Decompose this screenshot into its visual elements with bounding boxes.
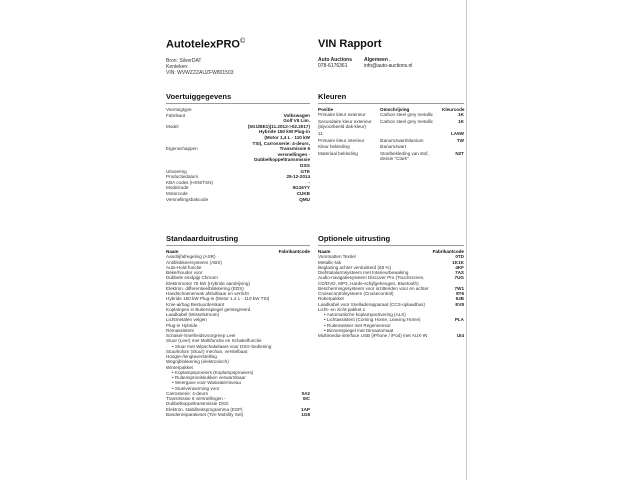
- company-name: Auto Auctions: [318, 57, 352, 63]
- vehicle-row-label: Fabrikant: [166, 112, 186, 118]
- standard-item-name: • Koplampsproeiers (Koplampsproeiers): [166, 370, 276, 375]
- standard-item-name: Aandrijfafregeling (ASR): [166, 254, 216, 260]
- optional-header-code: Fabrikantcode: [432, 249, 464, 254]
- standard-item-name: Bekerhouder voor: [166, 270, 203, 275]
- color-description: Carbon steel grey metallic: [380, 112, 434, 118]
- color-row: [318, 151, 464, 162]
- colors-header-position: Positie: [318, 107, 334, 112]
- standard-item-name: Laadkabel (Wisselstroom): [166, 312, 220, 317]
- standard-item-name: Transmissie 6 versnellingen - Dubbelkoppeltransmissie DSG: [166, 396, 229, 407]
- standard-item-name: Carrosserie: 4-deurs: [166, 390, 208, 396]
- color-row: [318, 144, 464, 149]
- colors-table: [318, 107, 464, 162]
- optional-item-name: Laadkabel voor Snelladerapparaat (CCS-oplaadbus): [318, 301, 425, 307]
- optional-section-title: Optionele uitrusting: [318, 234, 464, 246]
- standard-item-name: Dubbele eindpijp Chroom: [166, 275, 218, 281]
- vehicle-row-value: Dubbelkoppeltransmissie: [254, 157, 310, 163]
- standard-item-name: Antiblokkeersysteem (ABS): [166, 259, 222, 265]
- vehicle-row-value: Hybride 150 kW Plug-in: [258, 129, 310, 135]
- standard-item-name: Handschoenenvak afsluitbaar en verlicht: [166, 291, 249, 296]
- vehicle-section: [166, 92, 310, 202]
- vehicle-row-label: Modelcode: [166, 185, 189, 191]
- standard-item-name: • Stuur met Wipschakelaars voor DSG-bediening: [166, 344, 276, 349]
- optional-item-name: • Binnenspiegel met Dimautomaat: [318, 328, 430, 333]
- vehicle-row-label: KBA codes (HSN/TSN): [166, 179, 213, 185]
- color-description: Carbon steel grey metallic: [380, 119, 434, 124]
- vehicle-row-value: TSI), Carrosserie: 4-deurs,: [252, 140, 310, 146]
- vehicle-row-value: (5G1/BE1)(11.2012->02.2017): [247, 123, 310, 129]
- color-code: [442, 144, 464, 149]
- vehicle-row-label: Model: [166, 123, 179, 129]
- vehicle-section-title: Voertuiggegevens: [166, 92, 310, 104]
- plate-line: Kenteken:: [166, 63, 189, 70]
- contact-info: [318, 57, 478, 70]
- vehicle-row-value: 5G16YY: [292, 185, 310, 191]
- color-code: N2T: [455, 150, 464, 156]
- optional-item-name: Rokerpakket: [318, 296, 344, 302]
- standard-item-code: 1G8: [301, 411, 310, 417]
- standard-item-name: Koplampen in Buitenspiegel geïntegreerd: [166, 306, 251, 312]
- optional-list: [318, 249, 464, 338]
- standard-item-name: Stuurkolom (Stuur) mechan. verstelbaar, Hoogte-/lengteverstelling: [166, 348, 249, 359]
- standard-item-name: Elektron. stabiliteitsprogramma (ESP): [166, 406, 243, 412]
- standard-item-name: • Ruitensproeiskukken verwarmbaar: [166, 375, 276, 380]
- colors-header-code: Kleurcode: [442, 107, 465, 112]
- optional-item-name: • Lichtassistent (Coming Home, Leaving Home): [318, 317, 430, 322]
- standard-item-name: Knie-airbag Bestuurderskant: [166, 301, 225, 307]
- color-position: Kleur bekleding: [318, 144, 350, 150]
- color-row: [318, 119, 464, 130]
- standard-item-name: Plug-in Hybride: [166, 322, 198, 328]
- standard-item-name: Bandenreparatieset (Tire Mobility Set): [166, 411, 244, 417]
- optional-item-name: • Ruitenwisser met Regensensor: [318, 323, 430, 328]
- general-block: [364, 57, 412, 70]
- vehicle-row-value: CUKB: [296, 190, 310, 196]
- optional-item-name: • Automatische koplampactivering (ALS): [318, 312, 430, 317]
- color-description: Stoelbekleding van stof, dessin "Clark": [380, 150, 429, 162]
- vehicle-row-value: Transmissie 6: [279, 146, 310, 152]
- standard-header-code: Fabrikantcode: [278, 249, 310, 254]
- standard-item-name: Stuur (Leer) met Multifunctie en Schakelfunctie: [166, 338, 262, 344]
- optional-item-code: PLA: [454, 317, 464, 323]
- color-description: [380, 131, 442, 136]
- colors-section: [318, 92, 464, 162]
- standard-item-name: • Stoelverwarming voor: [166, 386, 276, 391]
- vehicle-row-label: Productiedatum: [166, 174, 199, 180]
- optional-item-code: 7AS: [455, 270, 464, 275]
- standard-item-name: • Weergave voor Waswaterniveau: [166, 380, 276, 385]
- standard-rows: [166, 254, 310, 417]
- standard-item-code: [276, 349, 310, 360]
- color-description: titanumzwart/titanium: [380, 137, 424, 143]
- standard-item-code: 0IC: [302, 396, 310, 401]
- optional-item-name: Voormatten Textiel: [318, 254, 356, 260]
- optional-item-code: 0TD: [455, 254, 464, 260]
- optional-equipment-section: [318, 234, 464, 338]
- vehicle-row-value: GTE: [300, 168, 310, 174]
- optional-item-name: Diefstalalarmsysteem met Interieurbewaking: [318, 270, 409, 275]
- color-code: LA5W: [450, 131, 464, 136]
- optional-item-name: Beglazing achter verduisterd (65 %): [318, 264, 392, 270]
- source-line: Bron: SilverDAT: [166, 57, 202, 64]
- report-title: VIN Rapport: [318, 38, 382, 50]
- standard-section-title: Standaarduitrusting: [166, 234, 310, 246]
- color-description: titanumzwart: [380, 144, 407, 150]
- brand-name: AutotelexPRO: [166, 38, 240, 51]
- standard-row: [166, 396, 310, 407]
- standard-row: [166, 349, 310, 360]
- company-phone: 078-6176361: [318, 63, 348, 70]
- color-row: [318, 112, 464, 117]
- vehicle-row-label: Eigenschappen: [166, 146, 198, 152]
- standard-item-name: Winterpakket: [166, 364, 193, 370]
- vehicle-row-value: Golf VII Lim.: [283, 118, 310, 124]
- standard-equipment-section: [166, 234, 310, 417]
- optional-item-code: 7W1: [454, 285, 464, 291]
- colors-header-description: Omschrijving: [380, 107, 410, 112]
- optional-row: [318, 275, 464, 286]
- vehicle-row-label: Voertuigtype: [166, 107, 192, 112]
- optional-item-code: 8T6: [456, 291, 464, 296]
- standard-row: [166, 412, 310, 417]
- source-info: [166, 58, 306, 77]
- optional-item-code: 7UG: [454, 275, 464, 281]
- brand-logo: [166, 38, 306, 51]
- brand-mark: ©: [239, 38, 246, 45]
- color-position: Secundaire kleur exterieur (bijvoorbeeld dak-kleur): [318, 119, 372, 130]
- optional-rows: [318, 254, 464, 338]
- colors-section-title: Kleuren: [318, 92, 464, 104]
- report-header-left: [166, 38, 306, 77]
- standard-item-name: Elektromotor 75 kW (Hybride aandrijving): [166, 280, 250, 286]
- optional-item-code: 1K1K: [452, 259, 464, 265]
- standard-item-code: 0A2: [301, 390, 310, 396]
- optional-item-name: Licht- en zicht-pakket 1: [318, 306, 366, 312]
- vehicle-row-label: Motorcode: [166, 190, 188, 196]
- vehicle-row-value: 25-12-2014: [286, 174, 310, 180]
- colors-rows: [318, 112, 464, 161]
- optional-header-name: Naam: [318, 249, 331, 254]
- general-email: info@auto-auctions.nl: [363, 63, 413, 70]
- standard-item-code: 1AP: [301, 406, 310, 412]
- optional-item-name: Audio-navigatiesysteem Discover Pro (Touchscreen, CD/DVD, MP3, Harde-schijfgeheugen, Bluetooth): [318, 275, 425, 286]
- optional-row: [318, 333, 464, 338]
- standard-item-name: Hybride 150 kW Plug-in (Motor 1,4 L - 110 kW TSI): [166, 296, 270, 302]
- standard-item-name: Wegrijblokkering (elektronisch): [166, 359, 229, 365]
- color-position: Primaire kleur exterieur: [318, 112, 366, 118]
- vehicle-row-value: QMU: [299, 196, 310, 202]
- vehicle-row-label: Versnellingsbakcode: [166, 196, 209, 202]
- optional-item-code: 9JB: [455, 296, 464, 302]
- page-edge-divider: [466, 0, 467, 480]
- standard-item-name: Elektron. differentieelblokkering (EDS): [166, 285, 244, 291]
- optional-item-name: Beschermingssysteem voor inzittenden voor en achter: [318, 285, 429, 291]
- optional-item-name: Multimedia-interface USB (iPhone / iPod) met AUX-IN: [318, 333, 428, 338]
- vehicle-row-value: -: [308, 179, 310, 185]
- vehicle-row-value: (Motor 1,4 L - 110 kW: [264, 134, 310, 140]
- optional-item-name: Metallic-lak: [318, 259, 341, 265]
- color-code: TW: [456, 137, 464, 143]
- color-row: [318, 138, 464, 143]
- standard-item-name: Schakel-/snelheidsvoorgreep Leer: [166, 333, 236, 338]
- standard-item-name: Auto-Hold-functie: [166, 264, 202, 270]
- vehicle-row-value: Volkswagen: [283, 112, 310, 118]
- general-label: Algemeen .: [363, 57, 391, 63]
- standard-item-name: Remassistent: [166, 327, 194, 333]
- vehicle-row-label: Uitvoering: [166, 168, 187, 174]
- vehicle-row: [166, 197, 310, 203]
- color-position: 11: [318, 131, 323, 136]
- standard-list: [166, 249, 310, 417]
- standard-item-name: Lichtmetalen velgen: [166, 317, 207, 323]
- color-code: 1K: [458, 119, 464, 124]
- optional-item-code: 4KF: [455, 264, 464, 270]
- color-position: Primaire kleur interieur: [318, 137, 365, 143]
- report-header-right: [318, 38, 478, 70]
- vehicle-row-value: DSG: [300, 162, 310, 168]
- optional-item-code: EV8: [455, 301, 464, 307]
- color-code: 1K: [458, 112, 464, 118]
- vin-line: VIN: WVWZZZAUZFW801503: [166, 70, 234, 77]
- company-block: [318, 57, 352, 70]
- standard-header-name: Naam: [166, 249, 179, 254]
- color-row: [318, 131, 464, 136]
- optional-item-code: UI4: [456, 333, 464, 338]
- color-position: Materiaal bekleding: [318, 150, 358, 156]
- optional-item-name: Cruisecontrolsysteem (Cruisecontrol): [318, 291, 394, 296]
- vehicle-row-value: versnellingen -: [277, 151, 310, 157]
- vehicle-rows: [166, 107, 310, 202]
